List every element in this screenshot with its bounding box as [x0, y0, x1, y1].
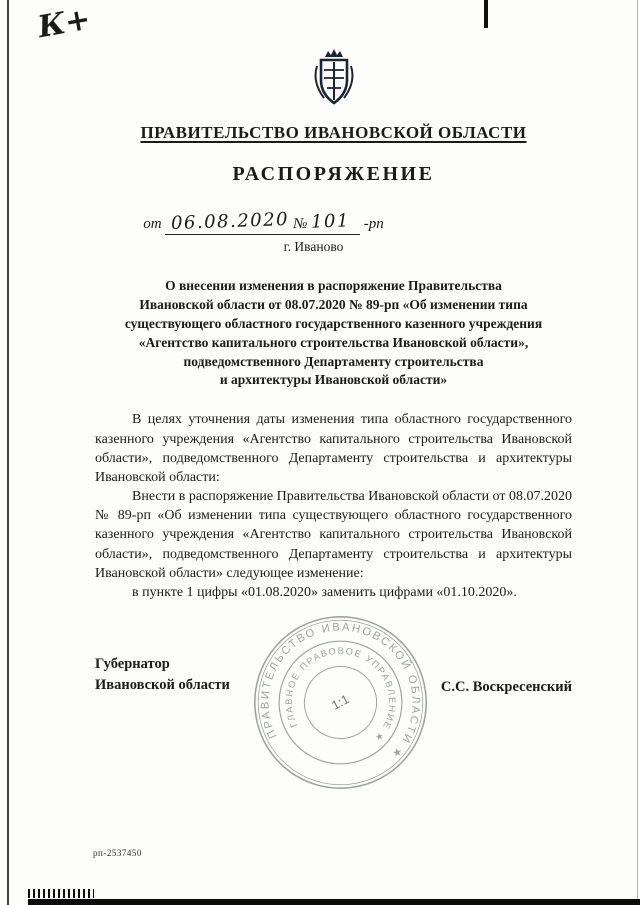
body-text [95, 410, 572, 602]
barcode [28, 889, 94, 898]
signer-title [95, 654, 230, 696]
subject-line: «Агентство капитального строительства Ивановской области», [138, 334, 529, 350]
subject-line: и архитектуры Ивановской области» [219, 372, 448, 388]
subject-line: О внесении изменения в распоряжение Правительства [165, 278, 502, 293]
dateline-underlined-group [165, 208, 360, 235]
scan-edge-left [7, 0, 9, 905]
stamp-center-text: 1:1 [329, 692, 352, 713]
city-line: г. Иваново [283, 239, 344, 254]
scan-bottom-bar [28, 899, 640, 905]
handwritten-date: 06.08.2020 [171, 208, 290, 235]
subject-line: подведомственного Департаменту строительства [183, 353, 484, 369]
subject-line: существующего областного государственного казенного учреждения [124, 315, 543, 331]
signer-title-line: Ивановской области [95, 677, 230, 694]
scan-edge-right [637, 0, 638, 905]
dateline-prefix: от [143, 216, 162, 232]
coat-of-arms-wrap [95, 0, 572, 113]
subject-heading [95, 277, 572, 390]
subject-line: Ивановской области от 08.07.2020 № 89-рп «Об изменении типа [139, 296, 528, 312]
org-title: ПРАВИТЕЛЬСТВО ИВАНОВСКОЙ ОБЛАСТИ [140, 123, 527, 142]
body-paragraph: В целях уточнения даты изменения типа областного государственного казенного учреждения «Агентство капитального строительства Ивановской области», подведомственного Департаменту строительства и архитектуры Ивановской области: [95, 412, 572, 485]
doc-type-title: РАСПОРЯЖЕНИЕ [232, 163, 435, 185]
number-sign: № [293, 216, 308, 232]
scan-mark-top-right [484, 0, 488, 28]
stamp-inner-text: ГЛАВНОЕ ПРАВОВОЕ УПРАВЛЕНИЕ ★ [283, 645, 398, 745]
footer-code: рп-2537450 [93, 848, 142, 858]
stamp-outer-text: ПРАВИТЕЛЬСТВО ИВАНОВСКОЙ ОБЛАСТИ ★ [259, 621, 422, 762]
handwritten-number: 101 [310, 210, 351, 233]
dateline [25, 208, 502, 235]
signer-name: С.С. Воскресенский [440, 679, 572, 696]
signer-title-line: Губернатор [95, 656, 170, 673]
body-paragraph: в пункте 1 цифры «01.08.2020» заменить цифрами «01.10.2020». [132, 584, 517, 600]
coat-of-arms-icon [311, 48, 357, 108]
handwritten-mark: К+ [35, 1, 94, 46]
dateline-suffix: -рп [363, 216, 384, 232]
body-paragraph: Внести в распоряжение Правительства Ивановской области от 08.07.2020 № 89-рп «Об изменении типа существующего областного государственного казенного учреждения «Агентство капитального строительства Ивановской области», подведомственного Департаменту строительства и архитектуры Ивановской области» следующее изменение: [95, 489, 572, 581]
